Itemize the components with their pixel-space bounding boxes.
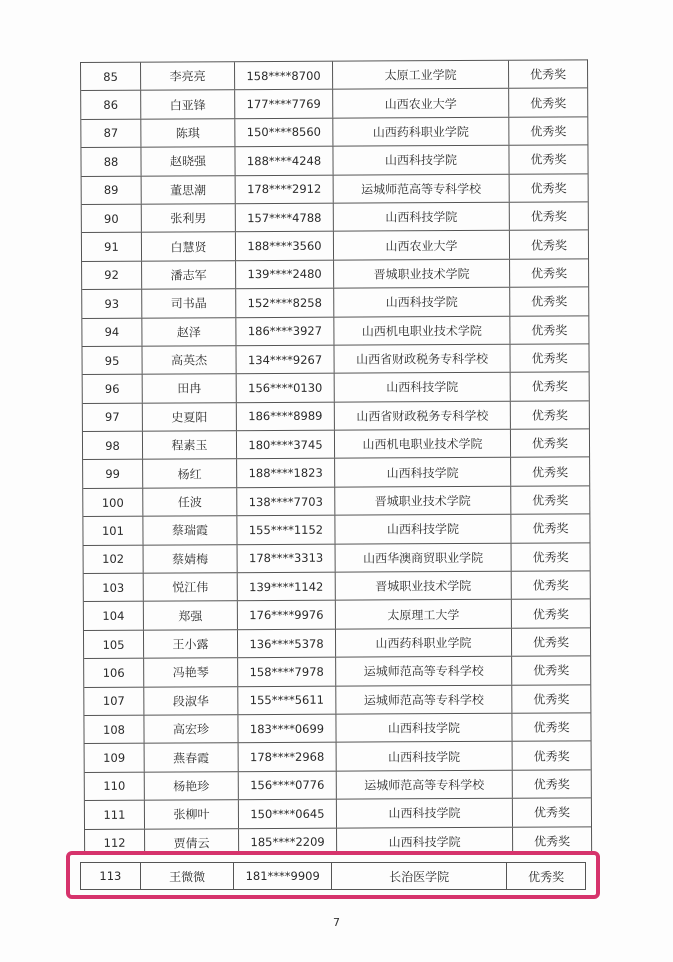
row-name: 悦江伟 [144, 573, 238, 601]
row-index: 93 [82, 290, 142, 318]
row-phone: 158****7978 [238, 658, 336, 686]
row-phone: 178****2912 [236, 175, 334, 203]
row-school: 山西科技学院 [333, 146, 509, 174]
table-row [82, 202, 588, 233]
row-phone: 136****5378 [238, 629, 336, 657]
row-index: 90 [82, 205, 142, 233]
table-row [84, 628, 590, 659]
table-row [82, 287, 588, 318]
row-award: 优秀奖 [530, 124, 567, 139]
row-school: 山西省财政税务专科学校 [335, 401, 511, 429]
table-row [83, 486, 589, 517]
row-name: 张柳叶 [145, 800, 239, 828]
table-row [85, 742, 591, 773]
row-phone: 134****9267 [236, 346, 334, 374]
row-school: 晋城职业技术学院 [335, 487, 511, 515]
row-phone: 181****9909 [234, 863, 332, 889]
row-award: 优秀奖 [531, 408, 568, 423]
row-school: 山西科技学院 [335, 458, 511, 486]
row-phone: 178****3313 [238, 544, 336, 572]
row-index: 105 [84, 630, 144, 658]
row-phone: 188****1823 [237, 459, 335, 487]
row-award: 优秀奖 [533, 777, 570, 792]
row-award: 优秀奖 [531, 294, 568, 309]
row-school: 山西机电职业技术学院 [334, 316, 510, 344]
row-index: 108 [84, 716, 144, 744]
row-index: 100 [83, 489, 143, 517]
row-school: 山西农业大学 [334, 231, 510, 259]
table-row [82, 259, 588, 290]
table-row [84, 543, 590, 574]
row-name: 燕春霞 [145, 744, 239, 772]
row-award: 优秀奖 [532, 493, 569, 508]
row-award: 优秀奖 [531, 436, 569, 451]
row-index: 85 [81, 63, 141, 91]
row-award: 优秀奖 [532, 550, 569, 565]
row-index: 97 [83, 403, 143, 431]
row-index: 112 [85, 829, 145, 857]
table-row [81, 60, 587, 91]
row-award: 优秀奖 [533, 749, 570, 764]
row-index: 111 [85, 801, 145, 829]
row-award: 优秀奖 [531, 323, 568, 338]
row-school: 运城师范高等专科学校 [336, 685, 512, 713]
row-index: 91 [82, 233, 142, 261]
row-name: 程素玉 [143, 431, 237, 459]
row-phone: 150****8560 [235, 118, 333, 146]
row-phone: 155****1152 [237, 516, 335, 544]
row-school: 山西机电职业技术学院 [335, 430, 511, 458]
row-school: 太原理工大学 [336, 600, 512, 628]
row-phone: 186****3927 [236, 317, 334, 345]
row-name: 王小露 [144, 630, 238, 658]
row-name: 冯艳琴 [144, 658, 238, 686]
table-row [83, 458, 589, 489]
row-award: 优秀奖 [530, 181, 567, 196]
row-phone: 188****3560 [236, 232, 334, 260]
row-name: 段淑华 [144, 687, 238, 715]
row-award: 优秀奖 [533, 692, 570, 707]
row-award: 优秀奖 [533, 805, 570, 820]
row-name: 田冉 [143, 374, 237, 402]
row-name: 杨红 [143, 460, 237, 488]
table-row [81, 89, 587, 120]
row-award: 优秀奖 [530, 209, 567, 224]
row-index: 89 [82, 176, 142, 204]
row-name: 张利男 [142, 204, 236, 232]
row-school: 山西省财政税务专科学校 [334, 345, 510, 373]
row-school: 山西华澳商贸职业学院 [336, 543, 512, 571]
row-index: 96 [83, 375, 143, 403]
row-school: 山西科技学院 [334, 288, 510, 316]
row-school: 山西科技学院 [337, 827, 513, 855]
row-index: 86 [81, 91, 141, 119]
row-phone: 156****0130 [237, 374, 335, 402]
table-row [84, 600, 590, 631]
row-phone: 158****8700 [235, 62, 333, 90]
row-award: 优秀奖 [530, 67, 567, 82]
row-school: 运城师范高等专科学校 [336, 657, 512, 685]
row-phone: 152****8258 [236, 289, 334, 317]
row-school: 长治医学院 [332, 863, 507, 889]
row-school: 山西农业大学 [333, 89, 509, 117]
table-row [84, 657, 590, 688]
row-index: 87 [81, 119, 141, 147]
row-name: 蔡瑞霞 [143, 516, 237, 544]
row-school: 山西药科职业学院 [336, 629, 512, 657]
row-name: 白亚锋 [141, 91, 235, 119]
row-award: 优秀奖 [532, 465, 569, 480]
row-index: 110 [85, 772, 145, 800]
row-index: 109 [85, 744, 145, 772]
row-award: 优秀奖 [534, 834, 571, 849]
row-award: 优秀奖 [528, 869, 565, 884]
table-row [81, 146, 587, 177]
row-index: 94 [82, 318, 142, 346]
row-school: 山西药科职业学院 [333, 118, 509, 146]
row-school: 山西科技学院 [337, 742, 513, 770]
row-phone: 150****0645 [239, 800, 337, 828]
row-phone: 155****5611 [238, 686, 336, 714]
row-phone: 180****3745 [237, 431, 335, 459]
row-award: 优秀奖 [533, 720, 570, 735]
highlight-box [66, 851, 600, 899]
row-name: 杨艳珍 [145, 772, 239, 800]
row-award: 优秀奖 [530, 152, 567, 168]
table-row [85, 798, 591, 829]
table-row [82, 316, 588, 347]
table-row [82, 174, 588, 205]
row-index: 98 [83, 432, 143, 460]
row-award: 优秀奖 [530, 96, 567, 111]
table-row [84, 571, 590, 602]
row-school: 山西科技学院 [335, 515, 511, 543]
row-index: 88 [81, 148, 141, 176]
table-row [84, 685, 590, 716]
row-index: 103 [84, 574, 144, 602]
row-name: 董思潮 [142, 176, 236, 204]
row-index: 101 [83, 517, 143, 545]
row-name: 高英杰 [142, 346, 236, 374]
row-phone: 177****7769 [235, 90, 333, 118]
row-school: 晋城职业技术学院 [336, 572, 512, 600]
row-school: 晋城职业技术学院 [334, 259, 510, 287]
row-phone: 188****4248 [235, 147, 333, 175]
row-name: 陈琪 [141, 119, 235, 147]
row-award: 优秀奖 [532, 635, 570, 650]
row-award: 优秀奖 [532, 578, 569, 593]
row-award: 优秀奖 [531, 266, 568, 281]
row-name: 李亮亮 [141, 62, 235, 90]
row-name: 王微微 [141, 863, 235, 889]
row-phone: 186****8989 [237, 402, 335, 430]
row-name: 赵晓强 [141, 147, 235, 175]
table-row [82, 231, 588, 262]
row-phone: 139****1142 [238, 573, 336, 601]
table-row [84, 713, 590, 744]
row-name: 高宏珍 [144, 715, 238, 743]
row-name: 郑强 [144, 602, 238, 630]
table-row [83, 429, 589, 460]
row-name: 蔡婧梅 [144, 545, 238, 573]
row-school: 太原工业学院 [333, 61, 509, 89]
row-index: 104 [84, 602, 144, 630]
row-phone: 139****2480 [236, 260, 334, 288]
row-name: 赵泽 [142, 318, 236, 346]
table-row [85, 770, 591, 801]
table-row [81, 117, 587, 148]
row-award: 优秀奖 [532, 607, 569, 622]
page-number: 7 [333, 916, 340, 929]
row-award: 优秀奖 [531, 351, 568, 366]
table-row [83, 373, 589, 404]
row-award: 优秀奖 [531, 379, 568, 395]
row-phone: 178****2968 [239, 743, 337, 771]
row-name: 任波 [143, 488, 237, 516]
row-name: 潘志军 [142, 261, 236, 289]
row-phone: 138****7703 [237, 488, 335, 516]
row-index: 95 [82, 347, 142, 375]
table-row [82, 344, 588, 375]
row-index: 92 [82, 261, 142, 289]
row-phone: 183****0699 [238, 715, 336, 743]
row-name: 史夏阳 [143, 403, 237, 431]
row-index: 102 [84, 545, 144, 573]
row-award: 优秀奖 [532, 521, 569, 537]
row-phone: 185****2209 [239, 828, 337, 856]
award-table [80, 59, 592, 858]
row-name: 贾倩云 [145, 829, 239, 857]
highlighted-table-row [80, 862, 586, 890]
row-school: 运城师范高等专科学校 [337, 771, 513, 799]
row-phone: 157****4788 [236, 204, 334, 232]
row-school: 山西科技学院 [335, 373, 511, 401]
row-award: 优秀奖 [533, 663, 570, 679]
row-phone: 156****0776 [239, 771, 337, 799]
row-index: 113 [81, 863, 141, 889]
row-school: 山西科技学院 [337, 799, 513, 827]
row-phone: 176****9976 [238, 601, 336, 629]
table-row [83, 401, 589, 432]
table-row [83, 515, 589, 546]
row-school: 山西科技学院 [334, 203, 510, 231]
row-index: 99 [83, 460, 143, 488]
row-index: 107 [84, 687, 144, 715]
row-school: 山西科技学院 [336, 714, 512, 742]
row-award: 优秀奖 [530, 237, 568, 253]
row-name: 司书晶 [142, 289, 236, 317]
row-name: 白慧贤 [142, 233, 236, 261]
row-school: 运城师范高等专科学校 [334, 174, 510, 202]
row-index: 106 [84, 659, 144, 687]
